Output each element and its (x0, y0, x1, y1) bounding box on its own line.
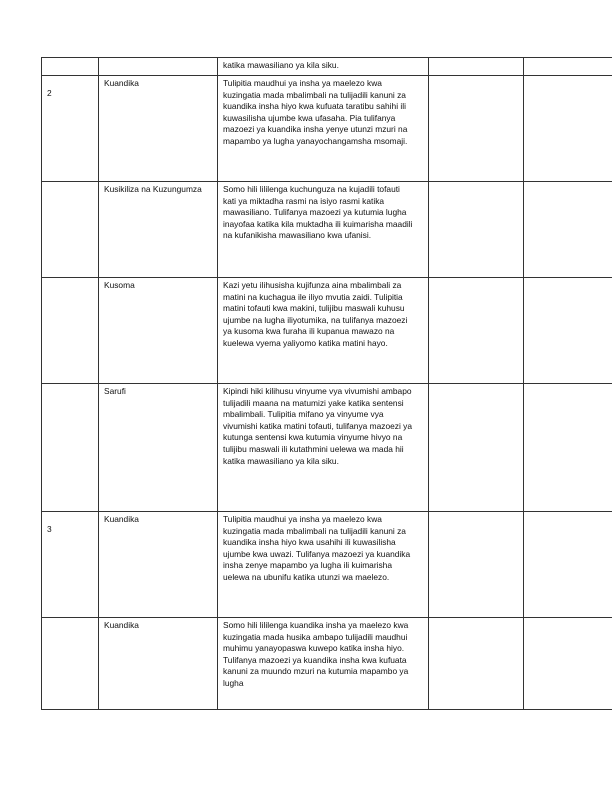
description-cell (218, 512, 429, 618)
description-text: katika mawasiliano ya kila siku. (223, 60, 339, 70)
skill-cell (99, 384, 218, 512)
empty-cell (429, 182, 524, 278)
week-number: 2 (47, 88, 52, 98)
description-text: Somo hili lililenga kuandika insha ya maelezo kwa kuzingatia mada husika ambapo tulijadili maudhui muhimu yanayopaswa kuwepo katika insha hiyo. Tulifanya mazoezi ya kuandika insha kwa kufuata kanuni za muundo mzuri na kutumia mapambo ya lugha (223, 620, 409, 688)
week-cell (42, 278, 99, 384)
skill-label: Kuandika (104, 620, 139, 630)
week-number: 3 (47, 524, 52, 534)
empty-cell (524, 278, 612, 384)
table-row (42, 384, 612, 512)
description-text: Kipindi hiki kilihusu vinyume vya vivumishi ambapo tulijadili maana na matumizi yake katika sentensi mbalimbali. Tulipitia mifano ya vinyume vya vivumishi katika matini tofauti, tulifanya mazoezi ya kutunga sentensi kwa kutumia vinyume hivyo na tulijibu maswali ili kutathmini uelewa wa mada hii katika mawasiliano ya kila siku. (223, 386, 412, 466)
lesson-log-table (41, 57, 612, 710)
skill-cell (99, 76, 218, 182)
empty-cell (429, 76, 524, 182)
skill-cell (99, 618, 218, 710)
skill-label: Kuandika (104, 514, 139, 524)
table-row (42, 512, 612, 618)
empty-cell (524, 512, 612, 618)
empty-cell (524, 384, 612, 512)
description-cell (218, 278, 429, 384)
table-row (42, 182, 612, 278)
skill-label: Kusoma (104, 280, 135, 290)
table-row (42, 76, 612, 182)
empty-cell (524, 76, 612, 182)
week-cell (42, 58, 99, 76)
skill-label: Kusikiliza na Kuzungumza (104, 184, 202, 194)
description-cell (218, 618, 429, 710)
description-text: Tulipitia maudhui ya insha ya maelezo kwa kuzingatia mada mbalimbali na tulijadili kanuni za kuandika insha hiyo kwa kufuata taratibu sahihi ili kuwasilisha ujumbe kwa ufasaha. Pia tulifanya mazoezi ya kuandika insha yenye utunzi mzuri na mapambo ya lugha yanayochangamsha msomaji. (223, 78, 408, 146)
description-cell (218, 76, 429, 182)
empty-cell (429, 618, 524, 710)
skill-cell (99, 278, 218, 384)
description-cell (218, 182, 429, 278)
skill-cell (99, 182, 218, 278)
empty-cell (429, 512, 524, 618)
empty-cell (429, 58, 524, 76)
description-text: Tulipitia maudhui ya insha ya maelezo kwa kuzingatia mada mbalimbali na tulijadili kanuni za kuandika insha hiyo kwa usahihi ili kuwasilisha ujumbe kwa uwazi. Tulifanya mazoezi ya kuandika insha zenye mapambo ya lugha ili kuimarisha uelewa na ubunifu katika utunzi wa maelezo. (223, 514, 411, 582)
week-cell (42, 182, 99, 278)
week-cell (42, 76, 99, 182)
table-row (42, 618, 612, 710)
table-row (42, 278, 612, 384)
week-cell (42, 512, 99, 618)
week-cell (42, 618, 99, 710)
skill-cell (99, 512, 218, 618)
skill-label: Kuandika (104, 78, 139, 88)
empty-cell (524, 618, 612, 710)
description-text: Kazi yetu ilihusisha kujifunza aina mbalimbali za matini na kuchagua ile iliyo mvutia zaidi. Tulipitia matini tofauti kwa makini, tulijibu maswali kuhusu ujumbe na lugha iliyotumika, na tulifanya mazoezi ya kusoma kwa furaha ili kupanua mawazo na kuelewa vyema yaliyomo katika matini hayo. (223, 280, 408, 348)
skill-cell (99, 58, 218, 76)
week-cell (42, 384, 99, 512)
skill-label: Sarufi (104, 386, 126, 396)
table-row (42, 58, 612, 76)
description-cell (218, 58, 429, 76)
empty-cell (429, 384, 524, 512)
description-cell (218, 384, 429, 512)
empty-cell (524, 58, 612, 76)
empty-cell (429, 278, 524, 384)
description-text: Somo hili lililenga kuchunguza na kujadili tofauti kati ya miktadha rasmi na isiyo rasmi katika mawasiliano. Tulifanya mazoezi ya kutumia lugha inayofaa katika kila muktadha ili kuimarisha maadili na kufanikisha mawasiliano kwa ufanisi. (223, 184, 413, 241)
empty-cell (524, 182, 612, 278)
